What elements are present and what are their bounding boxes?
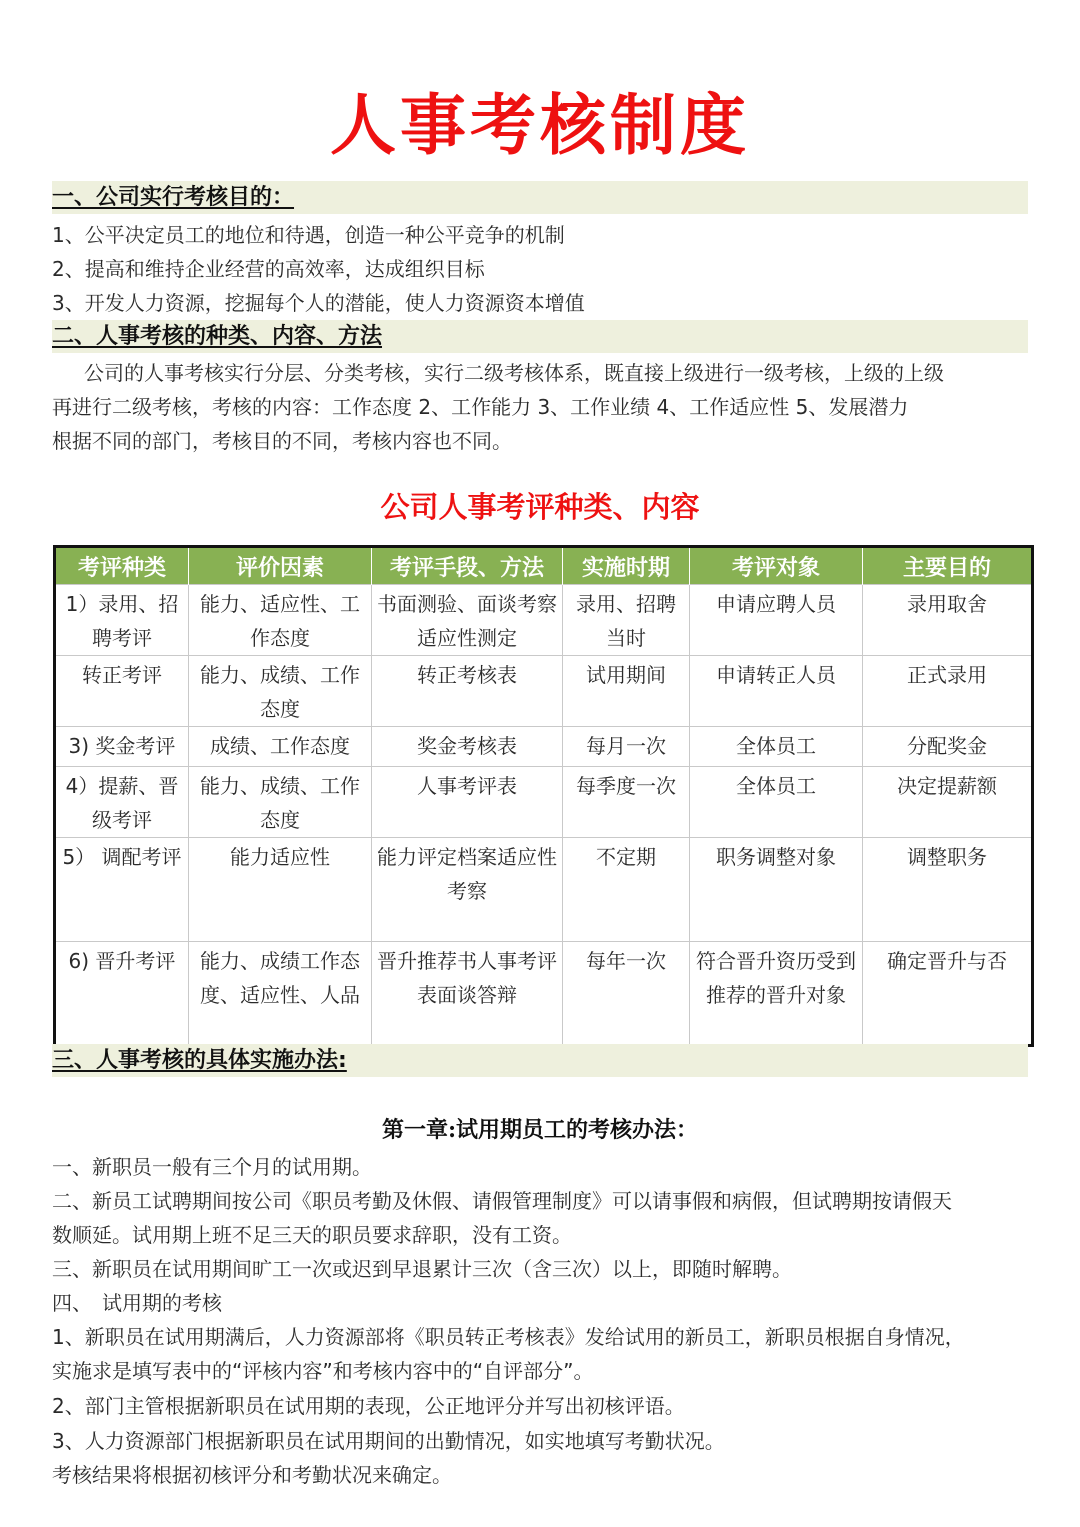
- table-cell: 5） 调配考评: [55, 838, 189, 942]
- table-cell: 申请转正人员: [690, 656, 863, 727]
- section3-line: 2、部门主管根据新职员在试用期的表现，公正地评分并写出初核评语。: [52, 1394, 685, 1418]
- table-cell: 每年一次: [563, 942, 690, 1046]
- table-row: [55, 838, 1033, 942]
- table-row: [55, 727, 1033, 767]
- table-cell: 能力适应性: [189, 838, 372, 942]
- table-cell: 转正考评: [55, 656, 189, 727]
- table-cell: 确定晋升与否: [863, 942, 1033, 1046]
- section3-line: 3、人力资源部门根据新职员在试用期间的出勤情况，如实地填写考勤状况。: [52, 1429, 725, 1453]
- section3-line: 一、新职员一般有三个月的试用期。: [52, 1155, 372, 1179]
- table-cell: 人事考评表: [372, 767, 563, 838]
- table-cell: 试用期间: [563, 656, 690, 727]
- section1-item: 3、开发人力资源，挖掘每个人的潜能，使人力资源资本增值: [52, 291, 585, 315]
- page-title: 人事考核制度: [330, 87, 750, 164]
- section3-line: 考核结果将根据初核评分和考勤状况来确定。: [52, 1463, 452, 1487]
- section2-paragraph-line: 根据不同的部门，考核目的不同，考核内容也不同。: [52, 429, 512, 453]
- section3-heading: 三、人事考核的具体实施办法:: [52, 1044, 1028, 1077]
- table-cell: 成绩、工作态度: [189, 727, 372, 767]
- section3-line: 数顺延。试用期上班不足三天的职员要求辞职，没有工资。: [52, 1223, 572, 1247]
- section1-item: 2、提高和维持企业经营的高效率，达成组织目标: [52, 257, 485, 281]
- table-cell: 录用、招聘当时: [563, 585, 690, 656]
- table-cell: 奖金考核表: [372, 727, 563, 767]
- section2-paragraph-line: 公司的人事考核实行分层、分类考核，实行二级考核体系，既直接上级进行一级考核，上级的上级: [84, 361, 944, 385]
- table-cell: 每季度一次: [563, 767, 690, 838]
- table-cell: 能力、成绩、工作态度: [189, 767, 372, 838]
- table-row: [55, 656, 1033, 727]
- column-header: 实施时期: [563, 547, 690, 585]
- table-cell: 转正考核表: [372, 656, 563, 727]
- table-cell: 1）录用、招聘考评: [55, 585, 189, 656]
- chapter-title: 第一章:试用期员工的考核办法：: [381, 1117, 699, 1143]
- table-cell: 全体员工: [690, 767, 863, 838]
- table-cell: 能力、适应性、工作态度: [189, 585, 372, 656]
- section1-item: 1、公平决定员工的地位和待遇，创造一种公平竞争的机制: [52, 223, 565, 247]
- table-cell: 职务调整对象: [690, 838, 863, 942]
- table-cell: 能力、成绩工作态度、适应性、人品: [189, 942, 372, 1046]
- table-cell: 调整职务: [863, 838, 1033, 942]
- section3-line: 四、 试用期的考核: [52, 1291, 222, 1315]
- table-cell: 书面测验、面谈考察适应性测定: [372, 585, 563, 656]
- column-header: 主要目的: [863, 547, 1033, 585]
- section3-line: 二、新员工试聘期间按公司《职员考勤及休假、请假管理制度》可以请事假和病假，但试聘期按请假天: [52, 1189, 952, 1213]
- table-header-row: [55, 547, 1033, 585]
- table-cell: 决定提薪额: [863, 767, 1033, 838]
- column-header: 考评种类: [55, 547, 189, 585]
- section1-heading: 一、公司实行考核目的：: [52, 181, 1028, 214]
- table-row: [55, 767, 1033, 838]
- table-cell: 不定期: [563, 838, 690, 942]
- section3-line: 实施求是填写表中的“评核内容”和考核内容中的“自评部分”。: [52, 1359, 594, 1383]
- table-cell: 申请应聘人员: [690, 585, 863, 656]
- table-cell: 3) 奖金考评: [55, 727, 189, 767]
- table-cell: 能力评定档案适应性考察: [372, 838, 563, 942]
- section3-line: 三、新职员在试用期间旷工一次或迟到早退累计三次（含三次）以上，即随时解聘。: [52, 1257, 792, 1281]
- appraisal-table: [53, 545, 1034, 1047]
- table-cell: 全体员工: [690, 727, 863, 767]
- table-cell: 符合晋升资历受到推荐的晋升对象: [690, 942, 863, 1046]
- table-row: [55, 942, 1033, 1046]
- column-header: 考评对象: [690, 547, 863, 585]
- table-cell: 6) 晋升考评: [55, 942, 189, 1046]
- table-cell: 正式录用: [863, 656, 1033, 727]
- table-title: 公司人事考评种类、内容: [380, 490, 700, 524]
- section2-heading: 二、人事考核的种类、内容、方法: [52, 320, 1028, 353]
- table-cell: 分配奖金: [863, 727, 1033, 767]
- table-cell: 晋升推荐书人事考评表面谈答辩: [372, 942, 563, 1046]
- table-cell: 每月一次: [563, 727, 690, 767]
- table-cell: 录用取舍: [863, 585, 1033, 656]
- section2-paragraph-line: 再进行二级考核，考核的内容：工作态度 2、工作能力 3、工作业绩 4、工作适应性 5、发展潜力: [52, 395, 909, 419]
- section3-line: 1、新职员在试用期满后，人力资源部将《职员转正考核表》发给试用的新员工，新职员根据自身情况，: [52, 1325, 965, 1349]
- table-row: [55, 585, 1033, 656]
- column-header: 考评手段、方法: [372, 547, 563, 585]
- table-cell: 能力、成绩、工作态度: [189, 656, 372, 727]
- table-cell: 4）提薪、晋级考评: [55, 767, 189, 838]
- column-header: 评价因素: [189, 547, 372, 585]
